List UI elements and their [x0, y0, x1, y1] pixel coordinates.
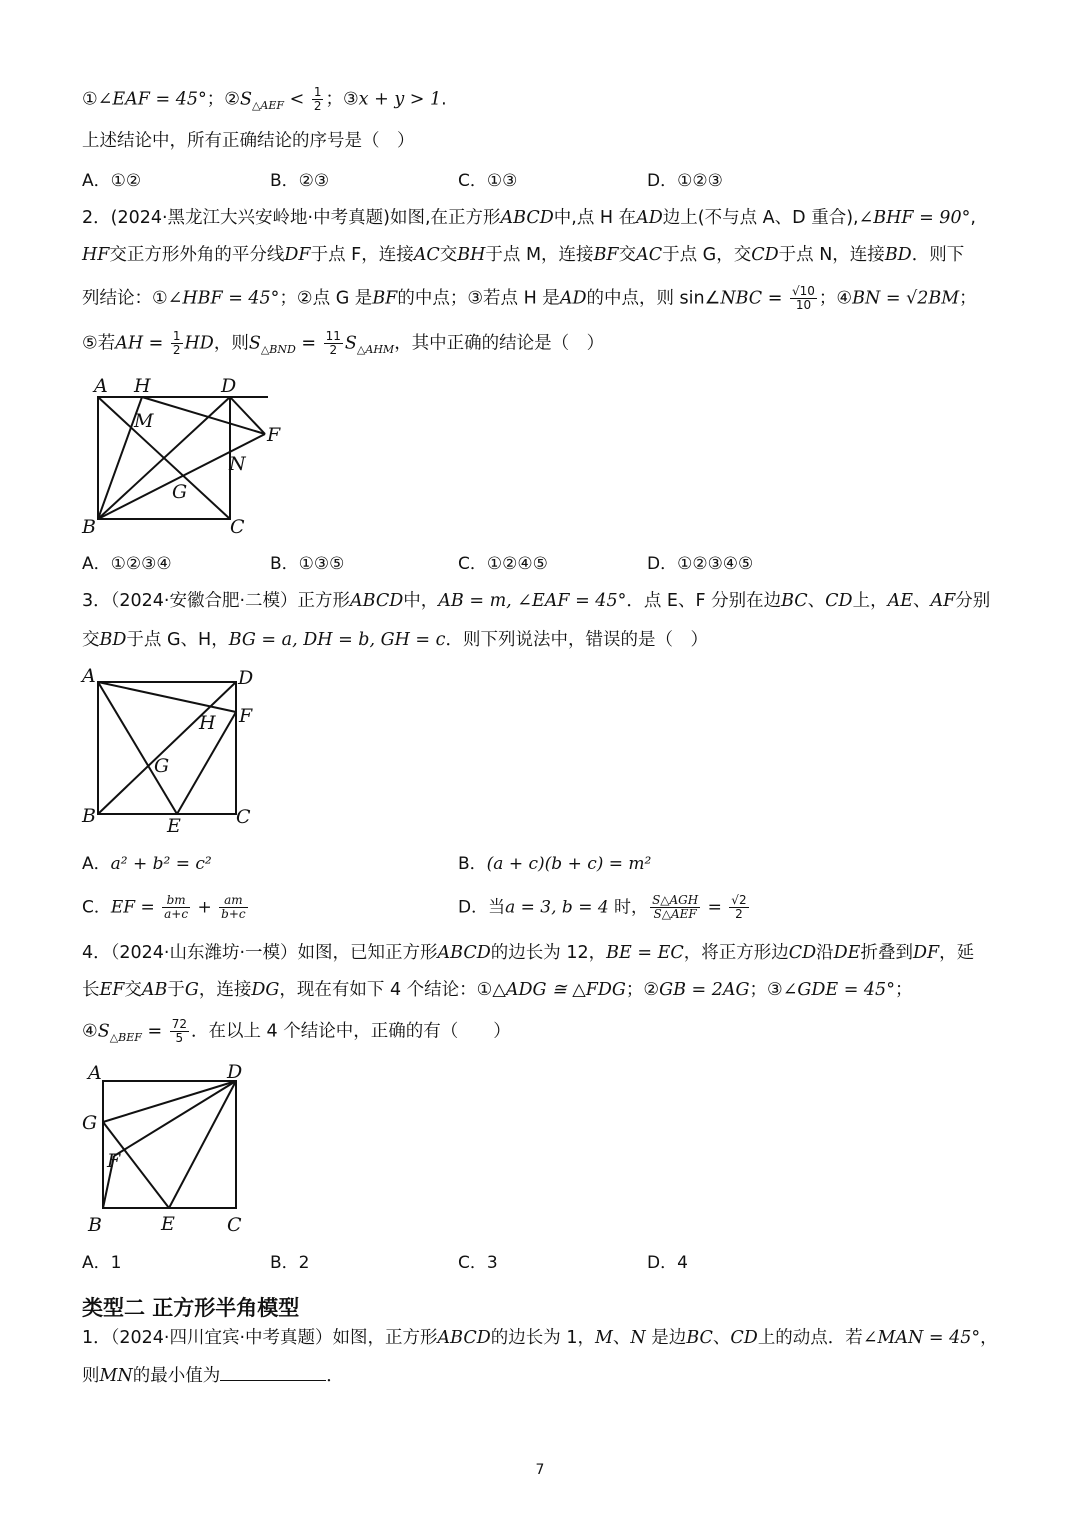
segment-ae — [98, 682, 177, 814]
section-heading: 类型二 正方形半角模型 — [82, 1296, 300, 1320]
problem-2-option-c: C．①②④⑤ — [458, 554, 548, 574]
text: ；③ — [325, 89, 359, 110]
problem-4-line-2: 长EF交AB于G，连接DG，现在有如下 4 个结论：①△ADG ≅ △FDG；②GB = 2AG；③∠GDE = 45°； — [82, 980, 913, 1000]
label-f: F — [107, 1150, 121, 1172]
section-problem-1-line-2: 则MN的最小值为 ． — [82, 1362, 344, 1389]
segment-fd — [114, 1081, 236, 1156]
problem-3-figure — [78, 662, 278, 838]
problem-4-option-b: B．2 — [270, 1253, 310, 1273]
label-d: D — [238, 667, 254, 689]
problem-3-option-a: A．a² + b² = c² — [82, 854, 212, 874]
text: . — [441, 89, 447, 110]
problem-4-line-1: 4．（2024·山东潍坊·一模）如图，已知正方形ABCD的边长为 12，BE = EC，将正方形边CD沿DE折叠到DF，延 — [82, 943, 975, 963]
label-d: D — [227, 1061, 243, 1083]
text: ① — [82, 89, 98, 110]
label-c: C — [236, 806, 251, 828]
label-f: F — [267, 424, 281, 446]
section-problem-1-line-1: 1．（2024·四川宜宾·中考真题）如图，正方形ABCD的边长为 1，M、N 是边BC、CD上的动点．若∠MAN = 45°， — [82, 1328, 998, 1348]
label-f: F — [239, 705, 253, 727]
problem-3-line-1: 3．（2024·安徽合肥·二模）正方形ABCD中，AB = m, ∠EAF = 45°．点 E、F 分别在边BC、CD上，AE、AF分别 — [82, 591, 991, 611]
math: < — [284, 89, 310, 110]
problem-4-option-c: C．3 — [458, 1253, 498, 1273]
answer-blank[interactable] — [220, 1362, 326, 1381]
problem-2-figure — [78, 372, 298, 538]
problem-3-line-2: 交BD于点 G、H，BG = a, DH = b, GH = c．则下列说法中，错误的是（ ） — [82, 630, 708, 650]
label-b: B — [82, 516, 96, 538]
label-h: H — [199, 712, 216, 734]
problem-2-line-2: HF交正方形外角的平分线DF于点 F，连接AC交BH于点 M，连接BF交AC于点 G，交CD于点 N，连接BD．则下 — [82, 245, 965, 265]
text: ；② — [206, 89, 240, 110]
prev-option-d: D．①②③ — [647, 171, 723, 191]
problem-2-line-3: 列结论：①∠HBF = 45°；②点 G 是BF的中点；③若点 H 是AD的中点，则 sin∠NBC = $\frac{√10}{10}$ ；④BN = √2BM； — [82, 284, 977, 312]
label-g: G — [82, 1112, 98, 1134]
label-a: A — [88, 1062, 102, 1084]
problem-2-line-4: ⑤若AH = $\frac{1}{2}$ HD，则$S_{\triangle BND}$ = $\frac{11}{2}$ $S_{\triangle AHM}$，其中正确的结论是（ ） — [82, 329, 605, 357]
label-h: H — [134, 375, 151, 397]
problem-4-figure — [78, 1058, 278, 1238]
problem-2-option-a: A．①②③④ — [82, 554, 172, 574]
label-b: B — [82, 805, 96, 827]
segment-ed — [169, 1081, 236, 1208]
label-a: A — [82, 665, 96, 687]
problem-2-line-1: 2．(2024·黑龙江大兴安岭地·中考真题)如图,在正方形ABCD中,点 H 在AD边上(不与点 A、D 重合),∠BHF = 90°, — [82, 208, 976, 228]
problem-3-option-b: B．(a + c)(b + c) = m² — [458, 854, 652, 874]
math: ∠EAF = 45° — [97, 89, 207, 110]
label-m: M — [134, 410, 154, 432]
label-g: G — [172, 481, 188, 503]
prev-option-b: B．②③ — [270, 171, 330, 191]
label-g: G — [154, 755, 170, 777]
prev-option-a: A．①② — [82, 171, 142, 191]
math: S — [239, 89, 252, 110]
label-c: C — [227, 1214, 242, 1236]
math: x + y > 1 — [358, 89, 442, 110]
label-a: A — [94, 375, 108, 397]
label-e: E — [167, 815, 181, 837]
problem-4-option-d: D．4 — [647, 1253, 688, 1273]
prev-option-c: C．①③ — [458, 171, 518, 191]
label-e: E — [161, 1213, 175, 1235]
prev-conclusions — [82, 86, 447, 119]
prev-question: 上述结论中，所有正确结论的序号是（ ） — [82, 131, 415, 151]
problem-2-option-b: B．①③⑤ — [270, 554, 345, 574]
page-number: 7 — [535, 1462, 545, 1478]
problem-4-option-a: A．1 — [82, 1253, 122, 1273]
label-c: C — [230, 516, 245, 538]
fraction: $\frac{1}{2}$ — [313, 85, 322, 113]
segment-af — [98, 682, 236, 712]
problem-4-line-3: $④S_{\triangle BEF}$ = $\frac{72}{5}$ ．在以上 4 个结论中，正确的有（ ） — [82, 1017, 511, 1045]
problem-3-option-c: C．EF = $\frac{bm}{a+c}$ + $\frac{am}{b+c}$ — [82, 893, 246, 921]
label-d: D — [221, 375, 237, 397]
math-sub: △AEF — [251, 99, 285, 112]
label-n: N — [229, 453, 246, 475]
problem-2-option-d: D．①②③④⑤ — [647, 554, 754, 574]
segment-gd — [103, 1081, 236, 1122]
square-abcd — [103, 1081, 236, 1208]
label-b: B — [88, 1214, 102, 1236]
problem-3-option-d: D．当a = 3, b = 4 时， $\frac{\text{S△AGH}}{\text{S△AEF}}$ = $\frac{√2}{2}$ — [458, 893, 747, 921]
